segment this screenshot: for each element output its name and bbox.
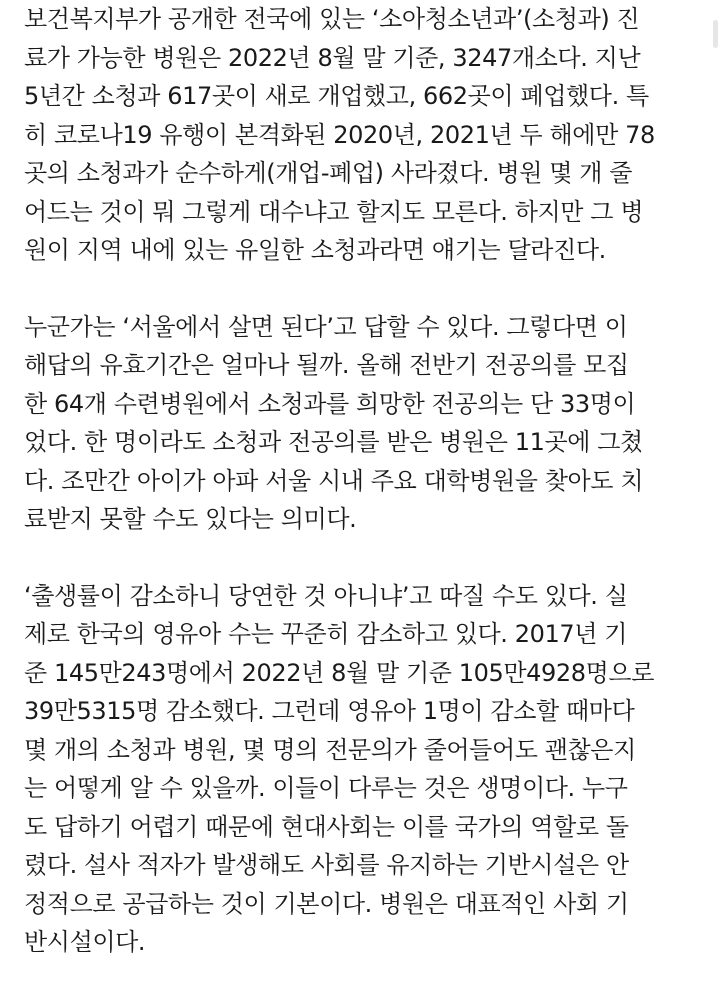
text-line: 다. 조만간 아이가 아파 서울 시내 주요 대학병원을 찾아도 치 xyxy=(24,466,644,495)
paragraph-2 xyxy=(24,308,714,539)
text-line: 원이 지역 내에 있는 유일한 소청과라면 얘기는 달라진다. xyxy=(24,236,606,264)
text-line: 해답의 유효기간은 얼마나 될까. 올해 전반기 전공의를 모집 xyxy=(24,351,629,379)
text-line: 어드는 것이 뭐 그렇게 대수냐고 할지도 모른다. 하지만 그 병 xyxy=(24,197,644,226)
text-line: 도 답하기 어렵기 때문에 현대사회는 이를 국가의 역할로 돌 xyxy=(24,812,629,841)
text-line: 는 어떻게 알 수 있을까. 이들이 다루는 것은 생명이다. 누구 xyxy=(24,774,628,802)
paragraph-1 xyxy=(24,0,714,270)
text-line: 준 145만243명에서 2022년 8월 말 기준 105만4928명으로 xyxy=(24,658,655,687)
scrollbar-thumb[interactable] xyxy=(713,20,718,48)
text-line: 료받지 못할 수도 있다는 의미다. xyxy=(24,505,357,533)
text-line: 곳의 소청과가 순수하게(개업-폐업) 사라졌다. 병원 몇 개 줄 xyxy=(24,159,633,187)
text-line: 누군가는 ‘서울에서 살면 된다’고 답할 수 있다. 그렇다면 이 xyxy=(24,312,628,341)
text-line: 렸다. 설사 적자가 발생해도 사회를 유지하는 기반시설은 안 xyxy=(24,851,629,879)
text-line: 보건복지부가 공개한 전국에 있는 ‘소아청소년과’(소청과) 진 xyxy=(24,5,640,33)
text-line: 정적으로 공급하는 것이 기본이다. 병원은 대표적인 사회 기 xyxy=(24,889,629,918)
text-line: 한 64개 수련병원에서 소청과를 희망한 전공의는 단 33명이 xyxy=(24,389,636,418)
text-line: 5년간 소청과 617곳이 새로 개업했고, 662곳이 폐업했다. 특 xyxy=(24,82,649,110)
text-line: 었다. 한 명이라도 소청과 전공의를 받은 병원은 11곳에 그쳤 xyxy=(24,428,643,456)
text-line: 제로 한국의 영유아 수는 꾸준히 감소하고 있다. 2017년 기 xyxy=(24,620,628,648)
text-line: 반시설이다. xyxy=(24,928,146,956)
text-line: ‘출생률이 감소하니 당연한 것 아니냐’고 따질 수도 있다. 실 xyxy=(24,581,628,610)
paragraph-3 xyxy=(24,577,714,962)
text-line: 39만5315명 감소했다. 그런데 영유아 1명이 감소할 때마다 xyxy=(24,697,635,725)
article-body xyxy=(24,0,714,962)
text-line: 히 코로나19 유행이 본격화된 2020년, 2021년 두 해에만 78 xyxy=(24,120,655,149)
text-line: 몇 개의 소청과 병원, 몇 명의 전문의가 줄어들어도 괜찮은지 xyxy=(24,735,636,764)
text-line: 료가 가능한 병원은 2022년 8월 말 기준, 3247개소다. 지난 xyxy=(24,43,641,72)
